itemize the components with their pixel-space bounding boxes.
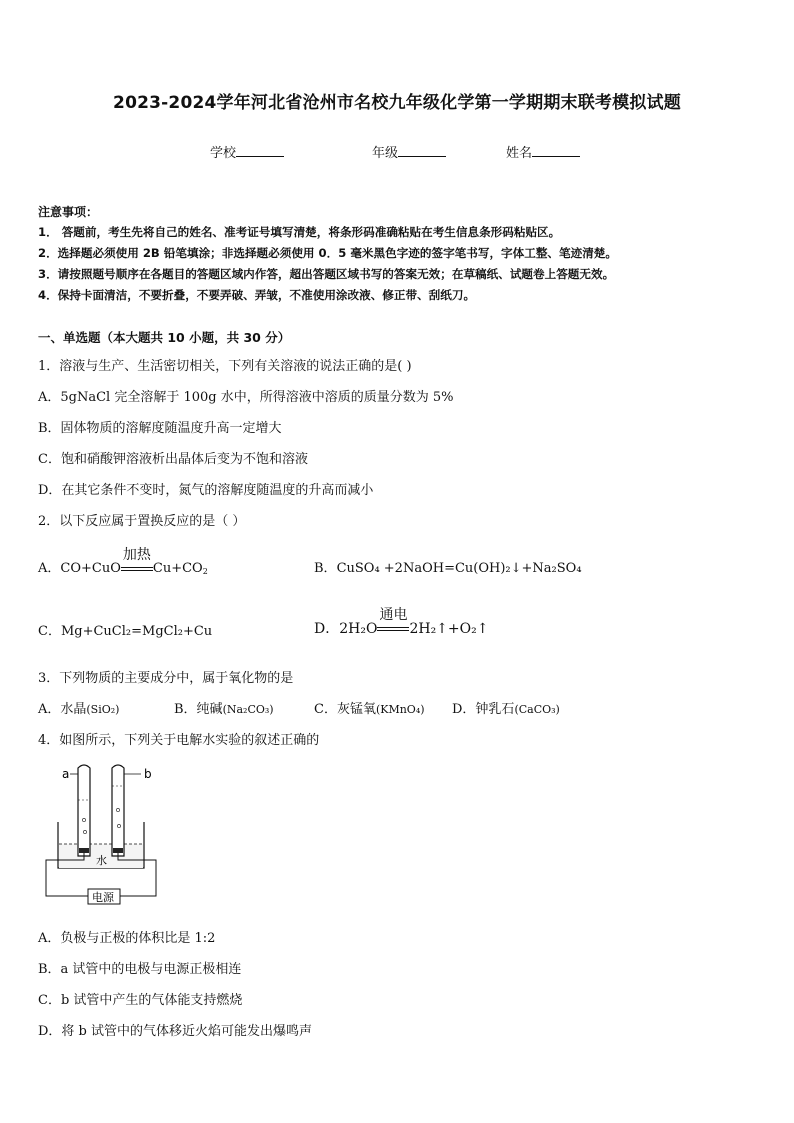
tube-a (78, 765, 90, 856)
q2-option-c (38, 620, 212, 639)
q2-d-reactants: 2H₂O (339, 621, 378, 637)
notes-heading: 注意事项： (38, 205, 99, 219)
q3-c-text: C．灰锰氧 (314, 702, 376, 717)
name-blank (532, 144, 580, 157)
school-label: 学校 (210, 146, 237, 161)
q2-stem: 2．以下反应属于置换反应的是（ ） (38, 514, 246, 529)
q3-option-b (174, 698, 274, 717)
q2-d-label: D． (314, 621, 340, 637)
grade-field (372, 142, 446, 161)
note-item: 2．选择题必须使用 2B 铅笔填涂；非选择题必须使用 0．5 毫米黑色字迹的签字笔书写，字体工整、笔迹清楚。 (38, 246, 617, 260)
equals-sign-icon (121, 567, 153, 571)
school-field (210, 142, 284, 161)
q1-option-b: B．固体物质的溶解度随温度升高一定增大 (38, 421, 282, 436)
grade-label: 年级 (372, 146, 399, 161)
q3-d-formula: (CaCO₃) (514, 703, 560, 716)
q2-option-d (314, 607, 489, 638)
electrolysis-diagram (40, 760, 170, 908)
q1-option-d: D．在其它条件不变时，氮气的溶解度随温度的升高而减小 (38, 483, 374, 498)
q2-c-label: C． (38, 624, 61, 639)
q1-option-c: C．饱和硝酸钾溶液析出晶体后变为不饱和溶液 (38, 452, 308, 467)
q2-a-reactants: CO+CuO (60, 561, 121, 576)
electrode-b (113, 848, 123, 853)
q2-a-label: A． (38, 561, 61, 576)
page-title: 2023-2024学年河北省沧州市名校九年级化学第一学期期末联考模拟试题 (113, 93, 681, 113)
q2-c-equation: Mg+CuCl₂=MgCl₂+Cu (60, 624, 213, 639)
q3-option-d (452, 698, 560, 717)
q2-option-b (314, 557, 582, 576)
q4-option-d: D．将 b 试管中的气体移近火焰可能发出爆鸣声 (38, 1024, 313, 1039)
q3-option-c (314, 698, 425, 717)
q2-a-subscript: 2 (202, 567, 208, 576)
q3-c-formula: (KMnO₄) (375, 703, 425, 716)
name-label: 姓名 (506, 146, 533, 161)
note-item: 4．保持卡面清洁，不要折叠，不要弄破、弄皱，不准使用涂改液、修正带、刮纸刀。 (38, 288, 476, 302)
note-item: 3．请按照题号顺序在各题目的答题区域内作答，超出答题区域书写的答案无效；在草稿纸、试题卷上答题无效。 (38, 267, 615, 281)
q2-a-condition-arrow (121, 547, 153, 576)
q2-d-condition: 通电 (379, 607, 408, 623)
label-power: 电源 (92, 891, 114, 904)
q3-a-text: A．水晶 (38, 702, 87, 717)
note-item: 1． 答题前，考生先将自己的姓名、准考证号填写清楚，将条形码准确粘贴在考生信息条形码粘贴区。 (38, 225, 561, 239)
school-blank (236, 144, 284, 157)
q1-option-a: A．5gNaCl 完全溶解于 100g 水中，所得溶液中溶质的质量分数为 5% (38, 390, 454, 405)
equals-sign-icon (377, 627, 409, 631)
grade-blank (398, 144, 446, 157)
q2-option-a (38, 547, 208, 576)
q4-stem: 4．如图所示，下列关于电解水实验的叙述正确的 (38, 733, 320, 748)
q4-option-b: B．a 试管中的电极与电源正极相连 (38, 962, 242, 977)
q2-d-condition-arrow (377, 607, 409, 637)
electrode-a (79, 848, 89, 853)
tube-b (112, 765, 124, 856)
label-a: a (62, 767, 70, 781)
q3-option-a (38, 698, 119, 717)
label-water: 水 (96, 854, 107, 867)
q3-stem: 3．下列物质的主要成分中，属于氧化物的是 (38, 671, 294, 686)
q2-b-label: B． (314, 561, 337, 576)
q2-a-products: Cu+CO (152, 561, 203, 576)
q4-option-a: A．负极与正极的体积比是 1:2 (38, 931, 216, 946)
section-heading: 一、单选题（本大题共 10 小题，共 30 分） (38, 330, 291, 345)
q3-d-text: D．钟乳石 (452, 702, 515, 717)
q3-b-formula: (Na₂CO₃) (222, 703, 274, 716)
q2-d-products: 2H₂↑+O₂↑ (409, 621, 489, 637)
q3-a-formula: (SiO₂) (86, 703, 120, 716)
q3-b-text: B．纯碱 (174, 702, 223, 717)
label-b: b (144, 767, 152, 781)
name-field (506, 142, 580, 161)
q1-stem: 1．溶液与生产、生活密切相关，下列有关溶液的说法正确的是( ) (38, 359, 412, 374)
q4-option-c: C．b 试管中产生的气体能支持燃烧 (38, 993, 243, 1008)
q2-a-condition: 加热 (122, 547, 151, 563)
q2-b-equation: CuSO₄ +2NaOH=Cu(OH)₂↓+Na₂SO₄ (336, 561, 582, 576)
